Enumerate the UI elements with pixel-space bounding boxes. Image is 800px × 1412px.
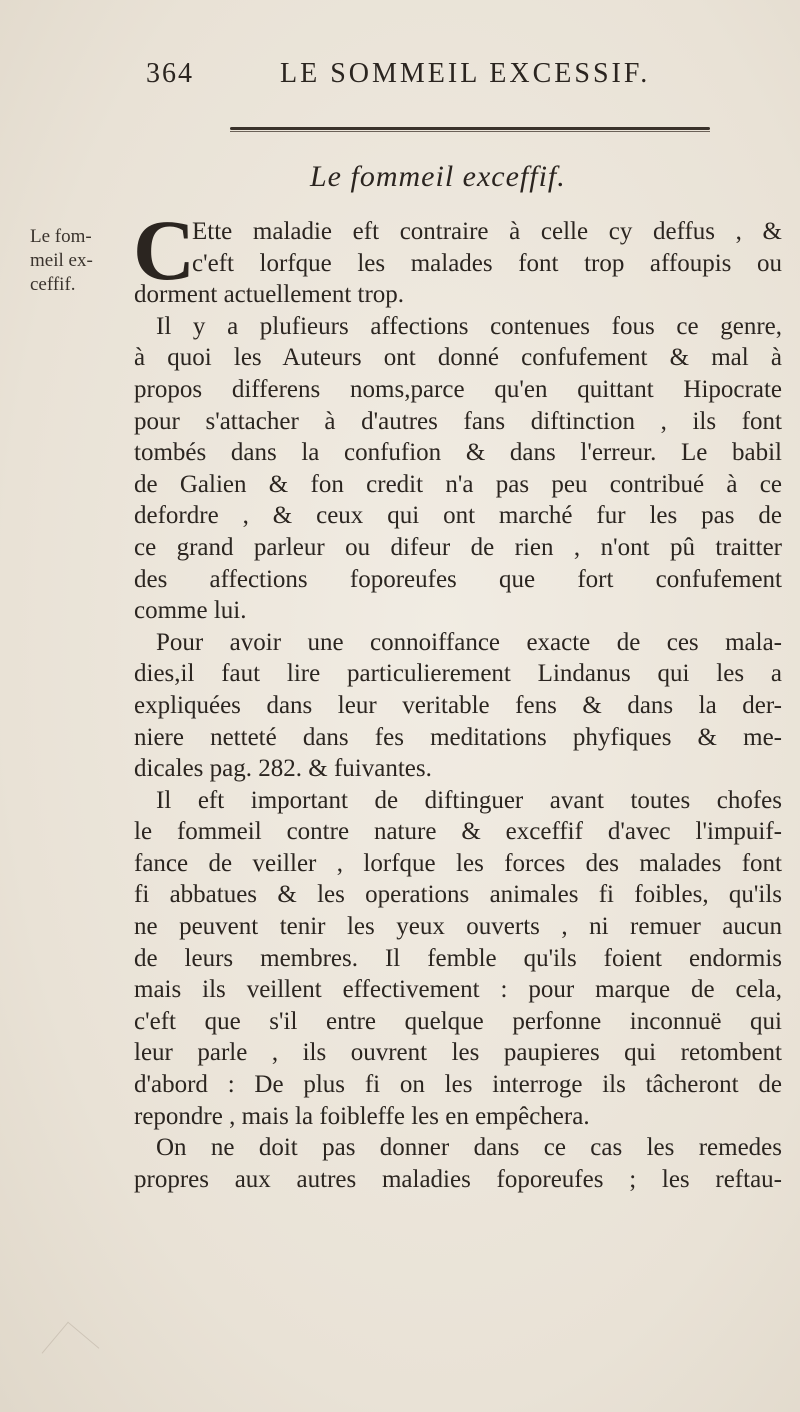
margin-note-line: ceffif. xyxy=(30,274,76,295)
text-line: c'eft que s'il entre quelque perfonne inconnuë qui xyxy=(134,1007,782,1035)
text-line: tombés dans la confufion & dans l'erreur. Le babil xyxy=(134,439,782,467)
drop-cap: C xyxy=(133,202,196,298)
text-line: fi abbatues & les operations animales fi foibles, qu'ils xyxy=(134,881,782,909)
text-line: defordre , & ceux qui ont marché fur les pas de xyxy=(134,502,782,530)
text-line: Ette maladie eft contraire à celle cy deffus , & xyxy=(192,218,782,245)
text-line: dicales pag. 282. & fuivantes. xyxy=(134,755,432,783)
text-line: pour s'attacher à d'autres fans diftinction , ils font xyxy=(134,407,782,435)
text-line: mais ils veillent effectivement : pour marque de cela, xyxy=(134,976,782,1004)
page-crease xyxy=(42,1322,100,1380)
header-rule-thin xyxy=(230,131,710,132)
margin-note-line: meil ex- xyxy=(30,250,93,271)
text-line: le fommeil contre nature & exceffif d'avec l'impuif- xyxy=(134,818,782,846)
text-line: expliquées dans leur veritable fens & dans la der- xyxy=(134,691,782,719)
text-line: On ne doit pas donner dans ce cas les remedes xyxy=(156,1134,782,1162)
text-line: dies,il faut lire particulierement Lindanus qui les a xyxy=(134,660,782,688)
text-line: de Galien & fon credit n'a pas peu contribué à ce xyxy=(134,470,782,498)
text-line: repondre , mais la foibleffe les en empêchera. xyxy=(134,1102,590,1130)
text-line: propres aux autres maladies foporeufes ; les reftau- xyxy=(134,1165,782,1193)
running-title: LE SOMMEIL EXCESSIF. xyxy=(280,58,651,89)
section-title: Le fommeil exceffif. xyxy=(310,160,566,193)
header-rule xyxy=(230,127,710,130)
body-text xyxy=(134,216,782,1195)
text-line: ce grand parleur ou difeur de rien , n'ont pû traitter xyxy=(134,533,782,561)
text-line: comme lui. xyxy=(134,597,247,625)
page-number: 364 xyxy=(146,58,194,89)
text-line: ne peuvent tenir les yeux ouverts , ni remuer aucun xyxy=(134,913,782,941)
text-line: dorment actuellement trop. xyxy=(134,281,405,309)
margin-note xyxy=(30,225,120,297)
text-line: Il y a plufieurs affections contenues fous ce genre, xyxy=(156,312,782,340)
text-line: fance de veiller , lorfque les forces des malades font xyxy=(134,849,782,877)
text-line: d'abord : De plus fi on les interroge ils tâcheront de xyxy=(134,1071,782,1099)
text-line: Pour avoir une connoiffance exacte de ces mala- xyxy=(156,628,782,656)
text-line: leur parle , ils ouvrent les paupieres qui retombent xyxy=(134,1039,782,1067)
page-header xyxy=(140,58,700,98)
text-line: Il eft important de diftinguer avant toutes chofes xyxy=(156,786,782,814)
text-line: c'eft lorfque les malades font trop affoupis ou xyxy=(192,249,782,277)
text-line: niere netteté dans fes meditations phyfiques & me- xyxy=(134,723,782,751)
text-line: des affections foporeufes que fort confufement xyxy=(134,565,782,593)
margin-note-line: Le fom- xyxy=(30,226,92,247)
text-line: à quoi les Auteurs ont donné confufement & mal à xyxy=(134,344,782,372)
text-line: de leurs membres. Il femble qu'ils foient endormis xyxy=(134,944,782,972)
text-line: propos differens noms,parce qu'en quittant Hipocrate xyxy=(134,375,782,403)
